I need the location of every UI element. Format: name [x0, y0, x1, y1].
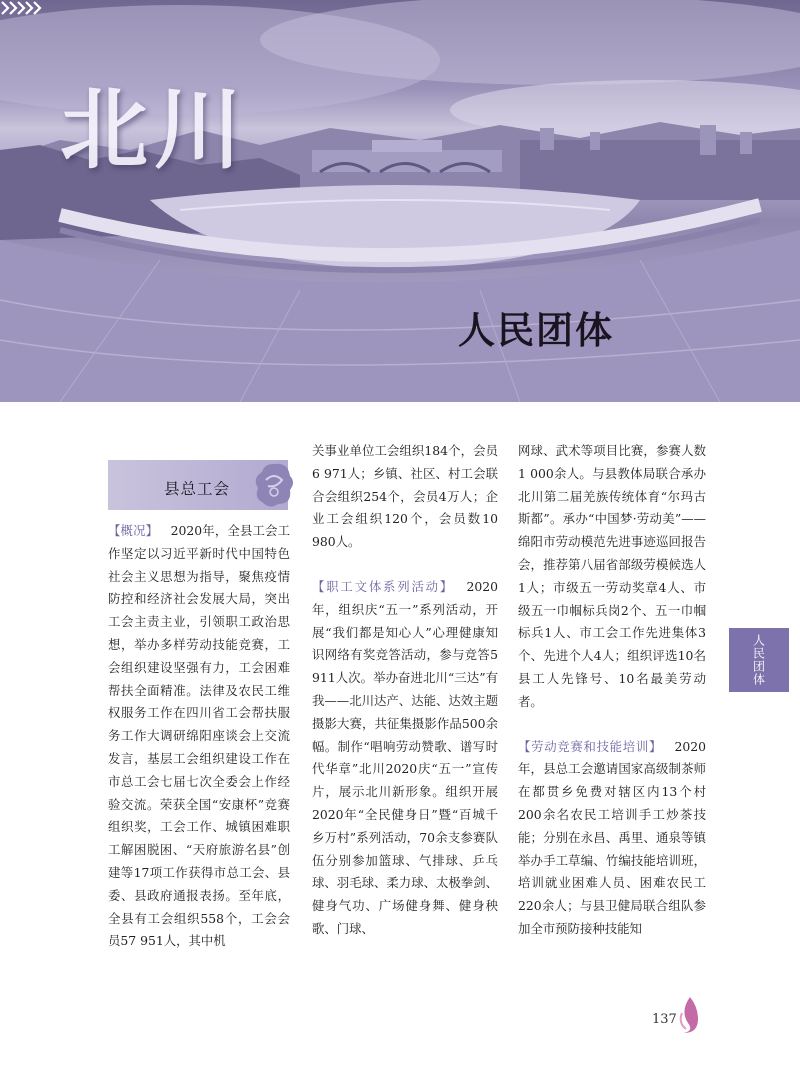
tag-skills-training: 【劳动竞赛和技能培训】	[518, 738, 663, 754]
cultural-activities-text: 2020年，组织庆“五一”系列活动，开展“我们都是知心人”心理健康知识网络有奖竞答活动，参与竞答5 911人次。举办奋进北川“三达”有我——北川达产、达能、达效主题摄影大赛，共征集摄影作品500余幅。制作“唱响劳动赞歌、谱写时代华章”北川2020庆“五一”宣传片，展示北川新形象。组织开展2020年“全民健身日”暨“百城千乡万村”系列活动，70余支参赛队伍分别参加篮球、气排球、乒乓球、羽毛球、柔力球、太极拳剑、健身气功、广场健身舞、健身秧歌、门球、	[312, 578, 498, 936]
text-column-3	[518, 440, 706, 941]
paragraph-membership: 关事业单位工会组织184个，会员6 971人；乡镇、社区、村工会联合会组织254个，会员4万人；企业工会组织120个，会员数10 980人。	[312, 443, 498, 550]
header-banner	[0, 0, 800, 402]
paragraph-sports-awards: 网球、武术等项目比赛，参赛人数1 000余人。与县教体局联合承办北川第二届羌族传统体育“尔玛古斯都”。承办“中国梦·劳动美”——绵阳市劳动模范先进事迹巡回报告会，推荐第八届省部级劳模候选人1人；市级五一劳动奖章4人、市级五一巾帼标兵岗2个、五一巾帼标兵1人、市工会工作先进集体3个、先进个人4人；组织评选10名县工人先锋号、10名最美劳动者。	[518, 443, 706, 709]
section-heading-box	[108, 460, 288, 510]
cloud-ornament-icon	[252, 458, 296, 512]
paragraph-overview	[108, 520, 290, 953]
paragraph-cultural-activities	[312, 576, 498, 941]
page-ornament-icon	[676, 995, 702, 1035]
chevrons-right-icon	[0, 0, 46, 16]
section-title: 人民团体	[458, 309, 614, 352]
overview-text: 2020年，全县工会工作坚定以习近平新时代中国特色社会主义思想为指导，聚焦疫情防控和经济社会发展大局，突出工会主责主业，引领职工政治思想，举办多样劳动技能竞赛，工会组织建设坚强有力，工会困难帮扶全面精准。法律及农民工维权服务工作在四川省工会帮扶服务工作大调研绵阳座谈会上交流发言，基层工会组织建设工作在市总工会七届七次全委会上作经验交流。荣获全国“安康杯”竞赛组织奖，工会工作、城镇困难职工解困脱困、“天府旅游名县”创建等17项工作获得市总工会、县委、县政府通报表扬。至年底，全县有工会组织558个，工会会员57 951人，其中机	[108, 523, 291, 949]
tag-cultural-activities: 【职工文体系列活动】	[312, 578, 455, 594]
city-title: 北川	[60, 77, 249, 181]
side-tab	[729, 628, 789, 692]
side-tab-label: 人民团体	[751, 634, 766, 686]
text-column-2	[312, 440, 498, 941]
text-column-1	[108, 520, 290, 953]
skills-training-text: 2020年，县总工会邀请国家高级制茶师在都贯乡免费对辖区内13个村200余名农民工培训手工炒茶技能；分别在永昌、禹里、通泉等镇举办手工草编、竹编技能培训班，培训就业困难人员、困难农民工220余人；与县卫健局联合组队参加全市预防接种技能知	[518, 738, 706, 936]
page-number: 137	[652, 1012, 677, 1027]
paragraph-skills-training	[518, 736, 706, 941]
section-heading: 县总工会	[164, 480, 231, 498]
tag-overview: 【概况】	[108, 523, 159, 538]
